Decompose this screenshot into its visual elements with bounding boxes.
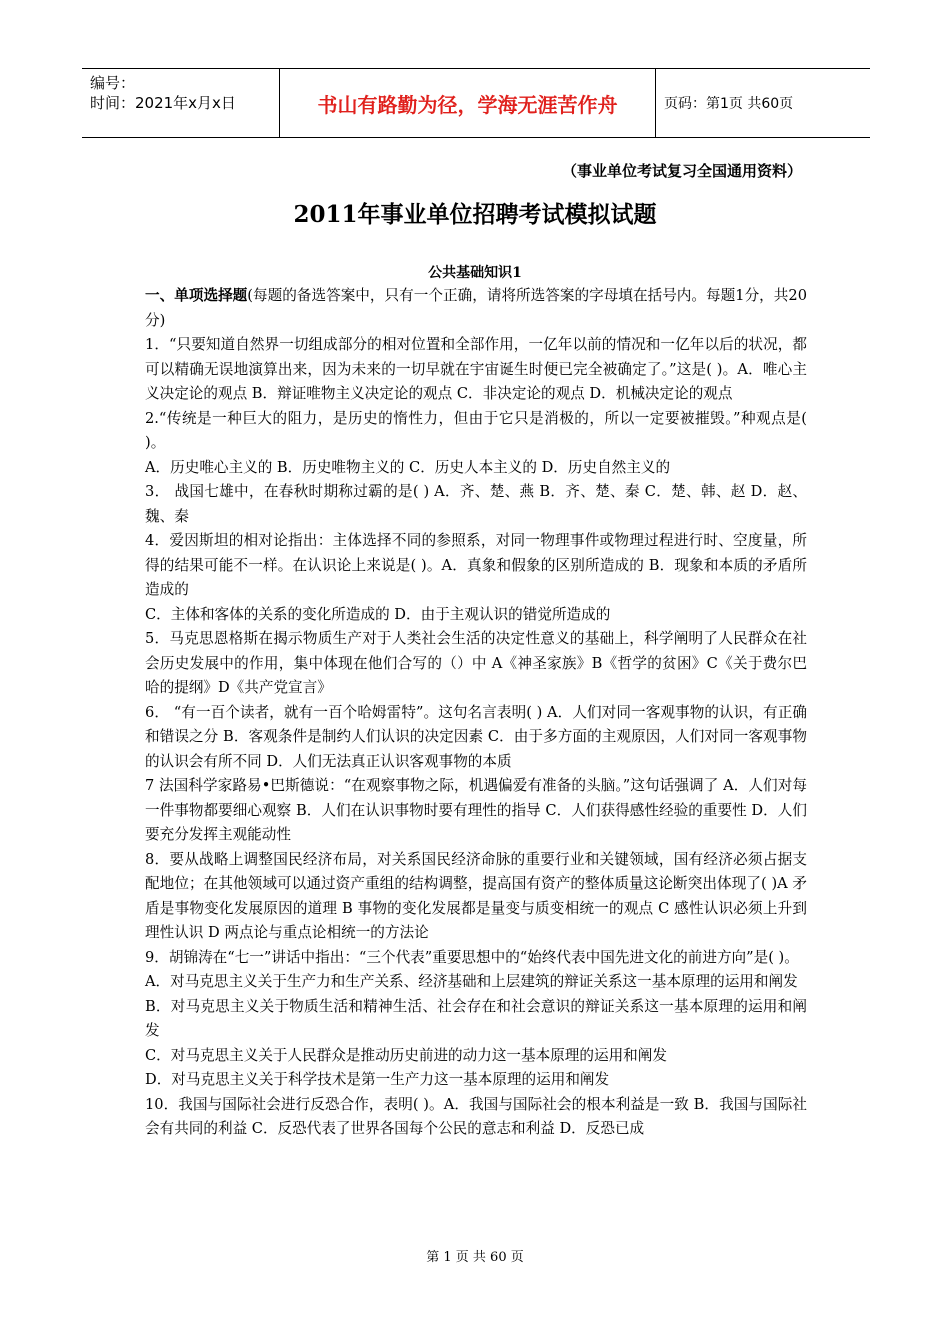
instructions — [145, 284, 807, 333]
instructions-heading: 一、单项选择题 — [145, 287, 248, 304]
question-paragraph: B．对马克思主义关于物质生活和精神生活、社会存在和社会意识的辩证关系这一基本原理的运用和阐发 — [145, 997, 807, 1039]
question-paragraph: 5．马克思恩格斯在揭示物质生产对于人类社会生活的决定性意义的基础上，科学阐明了人民群众在社会历史发展中的作用，集中体现在他们合写的（）中 A《神圣家族》B《哲学的贫困》C《关于费尔巴哈的提纲》D《共产党宣言》 — [145, 630, 807, 696]
question-paragraph: 4．爱因斯坦的相对论指出：主体选择不同的参照系，对同一物理事件或物理过程进行时、空度量，所得的结果可能不一样。在认识论上来说是( )。A．真象和假象的区别所造成的 B．现象和本质的矛盾所造成的 — [145, 532, 807, 598]
header-motto: 书山有路勤为径，学海无涯苦作舟 — [280, 69, 656, 137]
page-header — [82, 68, 870, 138]
question-paragraph: 2.“传统是一种巨大的阻力，是历史的惰性力，但由于它只是消极的，所以一定要被摧毁。”种观点是( )。 — [145, 409, 807, 451]
question-paragraph: 10．我国与国际社会进行反恐合作，表明( )。A．我国与国际社会的根本利益是一致 B．我国与国际社会有共同的利益 C．反恐代表了世界各国每个公民的意志和利益 D．反恐已成 — [145, 1095, 807, 1137]
question-paragraph: 6． “有一百个读者，就有一百个哈姆雷特”。这句名言表明( ) A．人们对同一客观事物的认识，有正确和错误之分 B．客观条件是制约人们认识的决定因素 C．由于多方面的主观原因，人们对同一客观事物的认识会有所不同 D．人们无法真正认识客观事物的本质 — [145, 703, 807, 770]
time-label: 时间：2021年x月x日 — [90, 94, 236, 112]
question-paragraph: D．对马克思主义关于科学技术是第一生产力这一基本原理的运用和阐发 — [145, 1071, 610, 1088]
document-body — [145, 284, 807, 1142]
section-title: 公共基础知识1 — [428, 265, 522, 281]
header-left-cell — [82, 69, 280, 137]
question-paragraph: 9．胡锦涛在“七一”讲话中指出：“三个代表”重要思想中的“始终代表中国先进文化的前进方向”是( )。 — [145, 948, 799, 966]
question-paragraph: 1．“只要知道自然界一切组成部分的相对位置和全部作用，一亿年以前的情况和一亿年以后的状况，都可以精确无误地演算出来，因为未来的一切早就在宇宙诞生时便已完全被确定了。”这是( )。A．唯心主义决定论的观点 B．辩证唯物主义决定论的观点 C．非决定论的观点 D．机械决定论的观点 — [145, 336, 807, 402]
question-paragraph: C．对马克思主义关于人民群众是推动历史前进的动力这一基本原理的运用和阐发 — [145, 1046, 667, 1064]
question-paragraph: C．主体和客体的关系的变化所造成的 D．由于主观认识的错觉所造成的 — [145, 605, 611, 623]
page-title: 2011年事业单位招聘考试模拟试题 — [293, 201, 657, 228]
subtitle: （事业单位考试复习全国通用资料） — [561, 162, 802, 180]
number-label: 编号： — [90, 74, 136, 92]
question-paragraph: 3． 战国七雄中，在春秋时期称过霸的是( ) A．齐、楚、燕 B．齐、楚、秦 C．楚、韩、赵 D．赵、魏、秦 — [145, 483, 807, 525]
question-paragraph: A．对马克思主义关于生产力和生产关系、经济基础和上层建筑的辩证关系这一基本原理的运用和阐发 — [145, 973, 798, 990]
page-footer: 第 1 页 共 60 页 — [426, 1250, 524, 1265]
header-page-info: 页码：第1页 共60页 — [664, 96, 794, 112]
instructions-text: (每题的备选答案中，只有一个正确，请将所选答案的字母填在括号内。每题1分，共20分) — [145, 287, 807, 329]
question-paragraph: 7 法国科学家路易•巴斯德说：“在观察事物之际，机遇偏爱有准备的头脑。”这句话强调了 A．人们对每一件事物都要细心观察 B．人们在认识事物时要有理性的指导 C．人们获得感性经验的重要性 D．人们要充分发挥主观能动性 — [145, 777, 807, 843]
question-paragraph: 8．要从战略上调整国民经济布局，对关系国民经济命脉的重要行业和关键领域，国有经济必须占据支配地位；在其他领域可以通过资产重组的结构调整，提高国有资产的整体质量这论断突出体现了( )A 矛盾是事物变化发展原因的道理 B 事物的变化发展都是量变与质变相统一的观点 C 感性认识必须上升到理性认识 D 两点论与重点论相统一的方法论 — [145, 850, 807, 941]
question-paragraph: A．历史唯心主义的 B．历史唯物主义的 C．历史人本主义的 D．历史自然主义的 — [145, 458, 671, 476]
